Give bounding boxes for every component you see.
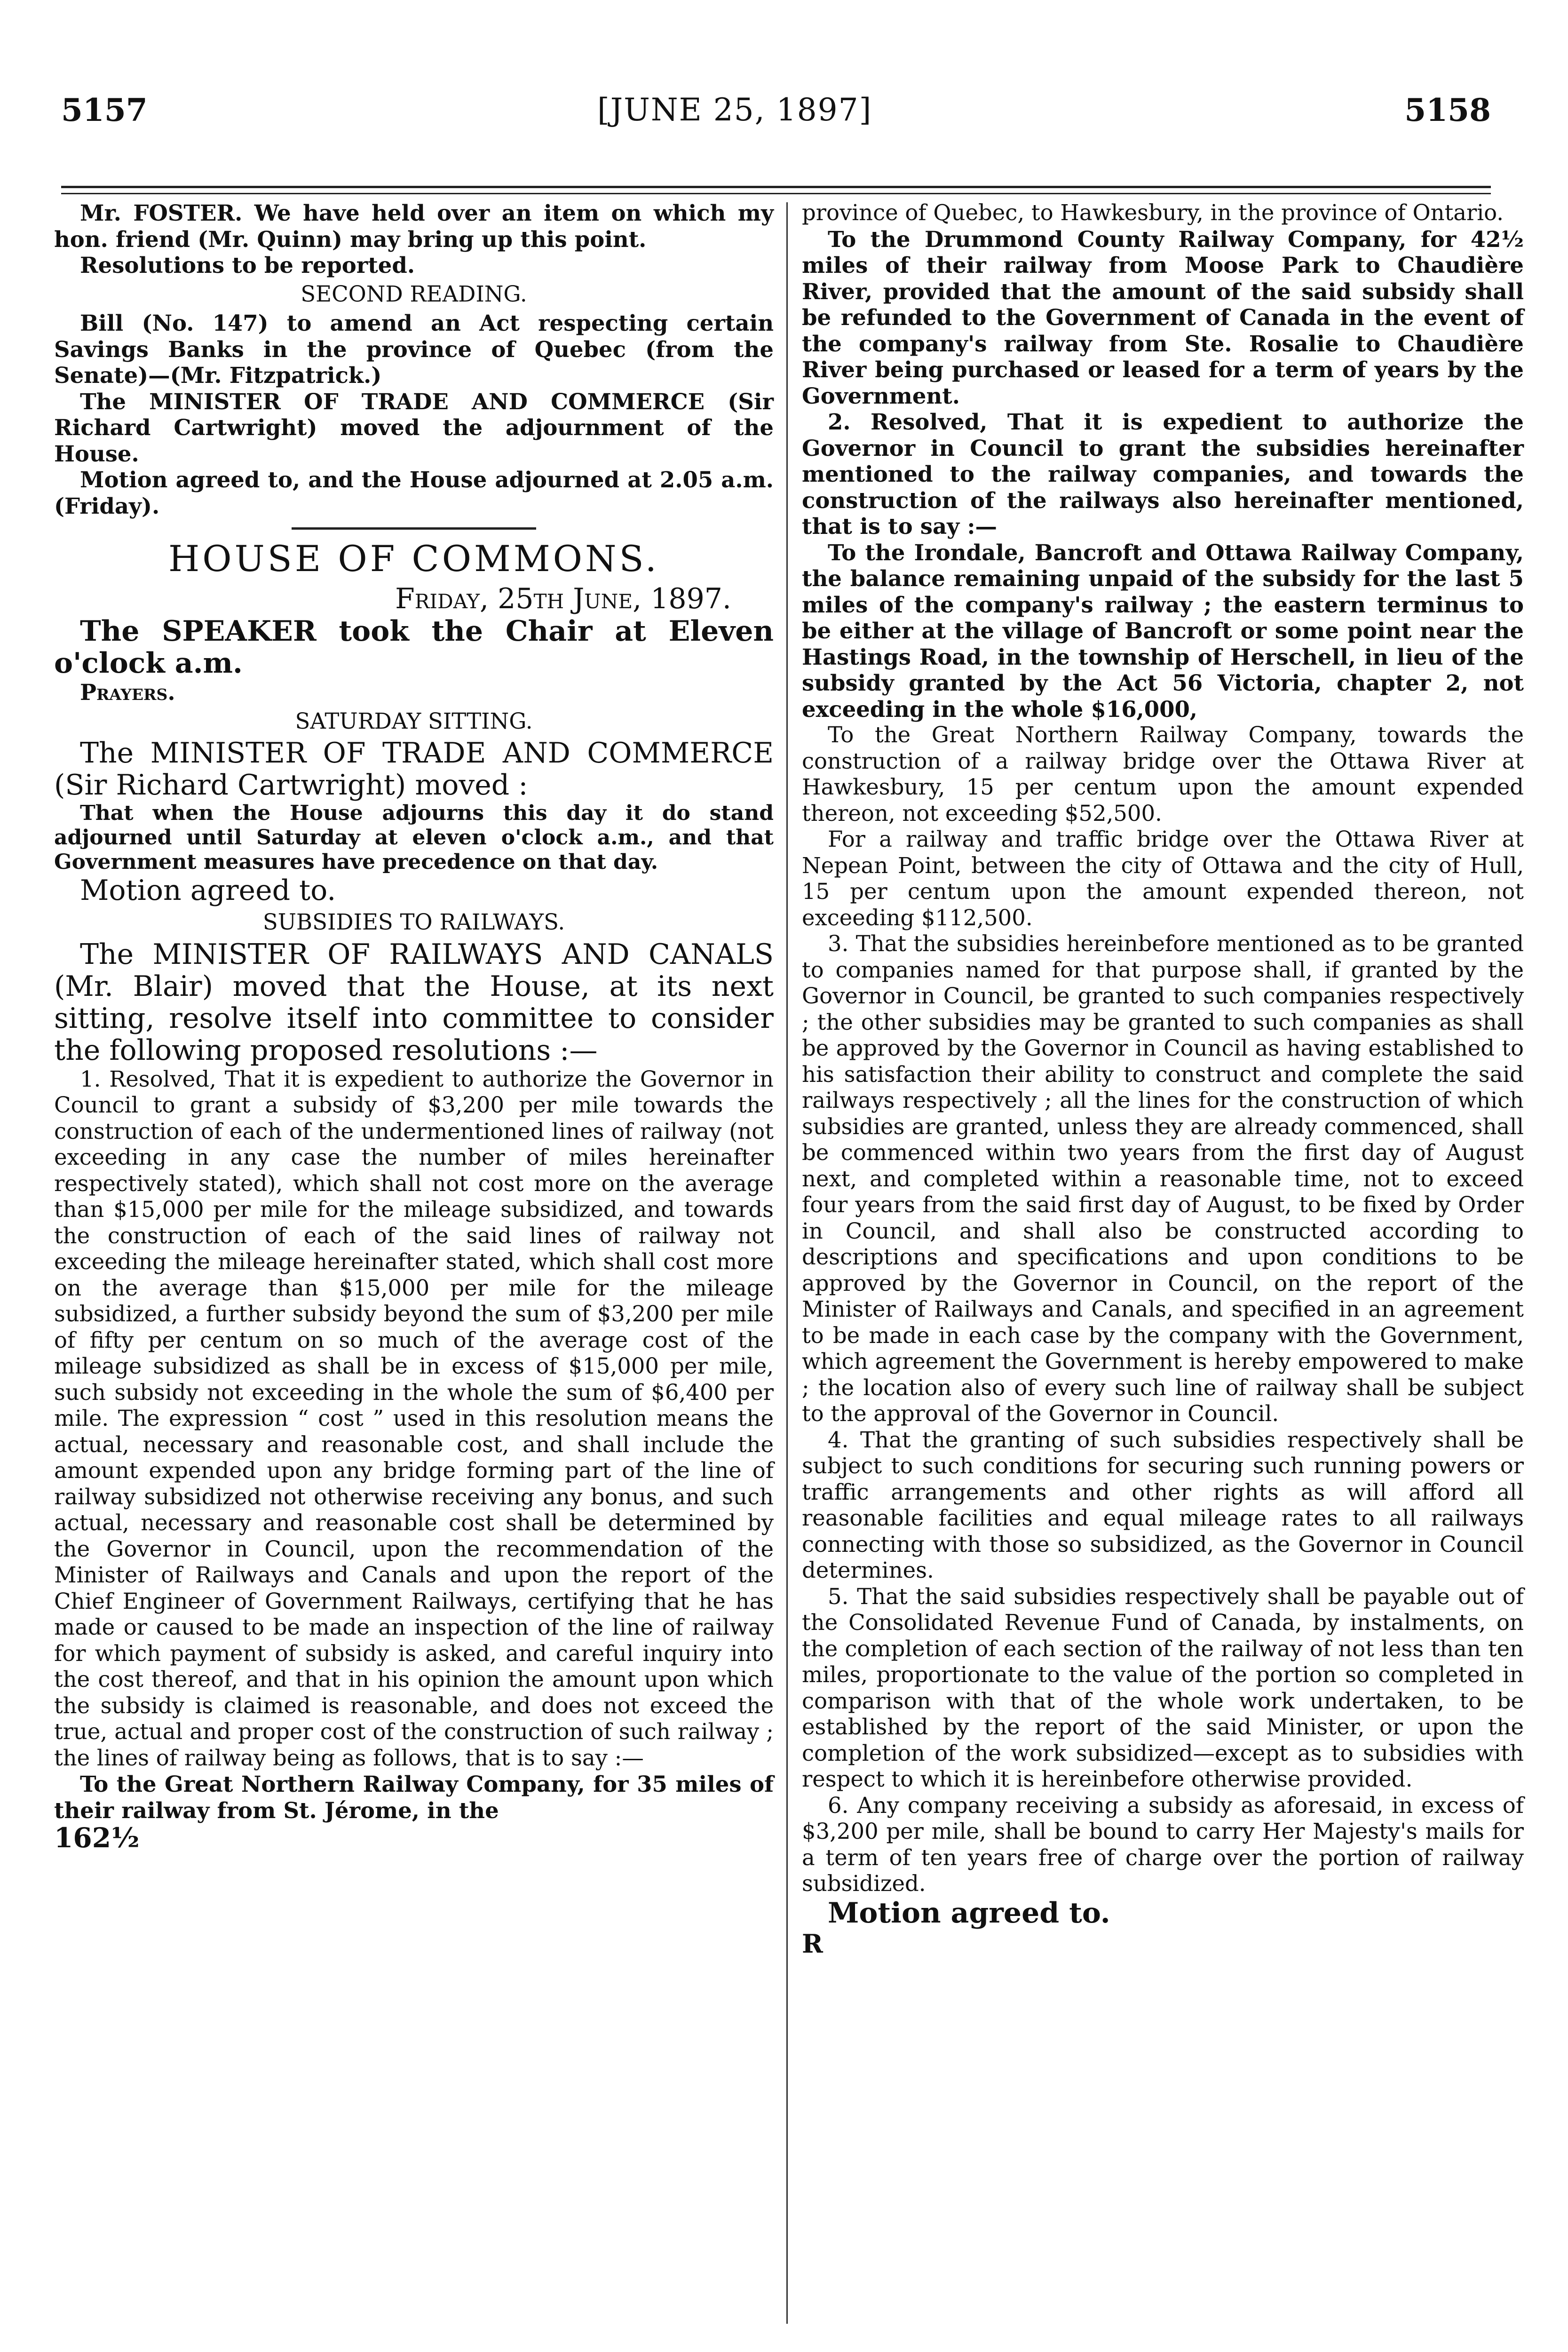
traffic-bridge-paragraph: For a railway and traffic bridge over the Ottawa River at Nepean Point, between the city of Ottawa and the city of Hull, 15 per centum upon the amount expended thereon, not exceeding $112,500. bbox=[802, 826, 1524, 930]
section-rule bbox=[292, 527, 536, 530]
column-divider bbox=[786, 202, 788, 2324]
house-of-commons-heading: HOUSE OF COMMONS. bbox=[168, 538, 659, 580]
saturday-sitting-heading: SATURDAY SITTING. bbox=[295, 708, 533, 734]
resolution-six: 6. Any company receiving a subsidy as aforesaid, in excess of $3,200 per mile, shall be bound to carry Her Majesty's mails for a term of ten years free of charge over the portion of railway subsidized. bbox=[802, 1792, 1524, 1896]
header-rule-top bbox=[61, 186, 1491, 188]
page-date: [JUNE 25, 1897] bbox=[597, 92, 872, 128]
drummond-paragraph: To the Drummond County Railway Company, for 42½ miles of their railway from Moose Park to Chaudière River, provided that the amount of the said subsidy shall be refunded to the Government of Canada in the event of the company's railway from Ste. Rosalie to Chaudière River being purchased or leased for a term of years by the Government. bbox=[802, 226, 1524, 409]
subsidies-heading: SUBSIDIES TO RAILWAYS. bbox=[262, 909, 565, 935]
resolution-three: 3. That the subsidies hereinbefore mentioned as to be granted to companies named for that purpose shall, if granted by the Governor in Council, be granted to such companies respectively ; the other subsidies may be granted to such companies as shall be approved by the Governor in Council as having established to his satisfaction their ability to construct and complete the said railways respectively ; all the lines for the construction of which subsidies are granted, unless they are already commenced, shall be commenced within two years from the first day of August next, and completed within a reasonable time, not to exceed four years from the said first day of August, to be fixed by Order in Council, and shall also be constructed according to descriptions and specifications and upon conditions to be approved by the Governor in Council, on the report of the Minister of Railways and Canals, and specified in an agreement to be made in each case by the company with the Government, which agreement the Government is hereby empowered to make ; the location also of every such line of railway shall be subject to the approval of the Governor in Council. bbox=[802, 931, 1524, 1426]
resolutions-reported: Resolutions to be reported. bbox=[80, 252, 415, 278]
right-page-number: 5158 bbox=[1404, 92, 1491, 128]
motion-agreed-first: Motion agreed to. bbox=[80, 874, 336, 907]
right-column bbox=[802, 200, 1524, 1957]
page-signature-right: R bbox=[802, 1928, 823, 1959]
irondale-paragraph: To the Irondale, Bancroft and Ottawa Railway Company, the balance remaining unpaid of the subsidy for the last 5 miles of the company's railway ; the eastern terminus to be either at the village of Bancroft or some point near the Hastings Road, in the township of Herschell, in lieu of the subsidy granted by the Act 56 Victoria, chapter 2, not exceeding in the whole $16,000, bbox=[802, 539, 1524, 722]
left-page-number: 5157 bbox=[61, 92, 148, 128]
resolution-four: 4. That the granting of such subsidies respectively shall be subject to such conditions for securing such running powers or traffic arrangements and other rights as will afford all reasonable facilities and equal mileage rates to all railways connecting with those so subsidized, as the Governor in Council determines. bbox=[802, 1427, 1524, 1583]
great-northern-bridge-paragraph: To the Great Northern Railway Company, towards the construction of a railway bridge over the Ottawa River at Hawkesbury, 15 per centum upon the amount expended thereon, not exceeding $52,500. bbox=[802, 722, 1524, 826]
continuation-paragraph: province of Quebec, to Hawkesbury, in the province of Ontario. bbox=[802, 200, 1504, 225]
sitting-date: Friday, 25th June, 1897. bbox=[395, 582, 731, 615]
minister-adjournment: The MINISTER OF TRADE AND COMMERCE (Sir Richard Cartwright) moved the adjournment of the House. bbox=[54, 388, 774, 467]
resolution-two: 2. Resolved, That it is expedient to authorize the Governor in Council to grant the subsidies hereinafter mentioned to the railway companies, and towards the construction of the railways also hereinafter mentioned, that is to say :— bbox=[802, 409, 1524, 539]
prayers-line: Prayers. bbox=[80, 679, 175, 705]
motion-agreed-second: Motion agreed to. bbox=[828, 1896, 1110, 1930]
motion-adjourned: Motion agreed to, and the House adjourned at 2.05 a.m. (Friday). bbox=[54, 467, 774, 519]
page-header bbox=[61, 92, 1491, 148]
foster-remark: Mr. FOSTER. We have held over an item on which my hon. friend (Mr. Quinn) may bring up this point. bbox=[54, 200, 774, 252]
left-column bbox=[54, 200, 774, 1854]
minister-railways-motion: The MINISTER OF RAILWAYS AND CANALS (Mr. Blair) moved that the House, at its next sitting, resolve itself into committee to consider the following proposed resolutions :— bbox=[54, 938, 774, 1067]
bill-paragraph: Bill (No. 147) to amend an Act respecting certain Savings Banks in the province of Quebec (from the Senate)—(Mr. Fitzpatrick.) bbox=[54, 310, 774, 388]
great-northern-paragraph: To the Great Northern Railway Company, for 35 miles of their railway from St. Jérome, in the bbox=[54, 1771, 774, 1823]
motion-text: That when the House adjourns this day it do stand adjourned until Saturday at eleven o'clock a.m., and that Government measures have precedence on that day. bbox=[54, 801, 774, 874]
second-reading-heading: SECOND READING. bbox=[301, 281, 527, 307]
speaker-line: The SPEAKER took the Chair at Eleven o'clock a.m. bbox=[54, 615, 774, 680]
resolution-five: 5. That the said subsidies respectively shall be payable out of the Consolidated Revenue Fund of Canada, by instalments, on the completion of each section of the railway of not less than ten miles, proportionate to the value of the portion so completed in comparison with that of the whole work undertaken, to be established by the report of the said Minister, or upon the completion of the work subsidized—except as to subsidies with respect to which it is hereinbefore otherwise provided. bbox=[802, 1583, 1524, 1792]
header-rule-bottom bbox=[61, 193, 1491, 194]
resolution-one: 1. Resolved, That it is expedient to authorize the Governor in Council to grant a subsidy of $3,200 per mile towards the construction of each of the undermentioned lines of railway (not exceeding in any case the number of miles hereinafter respectively stated), which shall not cost more on the average than $15,000 per mile for the mileage subsidized, and towards the construction of each of the said lines of railway not exceeding the mileage hereinafter stated, which shall cost more on the average than $15,000 per mile for the mileage subsidized, a further subsidy beyond the sum of $3,200 per mile of fifty per centum on so much of the average cost of the mileage subsidized as shall be in excess of $15,000 per mile, such subsidy not exceeding in the whole the sum of $6,400 per mile. The expression “ cost ” used in this resolution means the actual, necessary and reasonable cost, and shall include the amount expended upon any bridge forming part of the line of railway subsidized not otherwise receiving any bonus, and such actual, necessary and reasonable cost shall be determined by the Governor in Council, upon the recommendation of the Minister of Railways and Canals and upon the report of the Chief Engineer of Government Railways, certifying that he has made or caused to be made an inspection of the line of railway for which payment of subsidy is asked, and careful inquiry into the cost thereof, and that in his opinion the amount upon which the subsidy is claimed is reasonable, and does not exceed the true, actual and proper cost of the construction of such railway ; the lines of railway being as follows, that is to say :— bbox=[54, 1066, 774, 1771]
page-signature-left: 162½ bbox=[54, 1822, 140, 1854]
minister-moved: The MINISTER OF TRADE AND COMMERCE (Sir Richard Cartwright) moved : bbox=[54, 737, 774, 802]
